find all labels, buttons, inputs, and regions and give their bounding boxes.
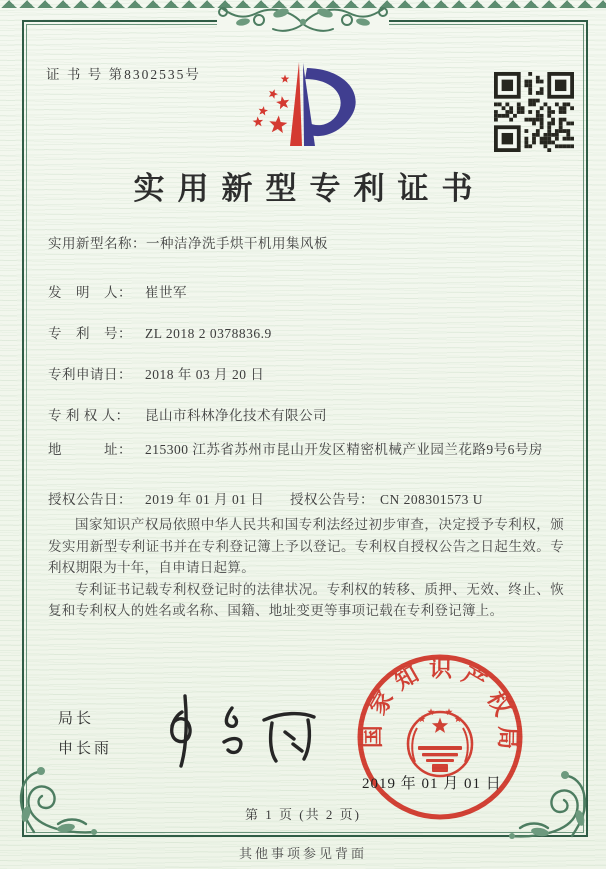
grant-number-label: 授权公告号： <box>290 492 374 507</box>
legal-text-block <box>48 514 564 622</box>
field-value: ZL 2018 2 0378836.9 <box>145 326 272 341</box>
certificate-number: 证 书 号 第8302535号 <box>46 67 201 82</box>
field-label: 专 利 权 人： <box>48 408 130 423</box>
seal-date: 2019 年 01 月 01 日 <box>362 776 502 792</box>
field-row-inventor <box>48 283 564 303</box>
field-value: 2018 年 03 月 20 日 <box>145 367 265 382</box>
field-value: 昆山市科林净化技术有限公司 <box>145 408 327 423</box>
cnipa-logo-icon <box>233 56 373 151</box>
page-number: 第 1 页 (共 2 页) <box>245 807 361 822</box>
qr-code-icon <box>494 72 574 152</box>
field-label: 发 明 人： <box>48 285 132 300</box>
field-label: 授权公告日： <box>48 492 132 507</box>
field-row-patentee <box>48 406 564 426</box>
field-row-filing-date <box>48 365 564 385</box>
grant-number-value: CN 208301573 U <box>380 492 484 507</box>
field-label: 地 址： <box>48 442 132 457</box>
field-label: 专 利 号： <box>48 326 132 341</box>
field-value: 一种洁净洗手烘干机用集风板 <box>146 236 328 251</box>
officer-title: 局长 <box>58 711 95 727</box>
legal-paragraph-1: 国家知识产权局依照中华人民共和国专利法经过初步审查，决定授予专利权，颁发实用新型专利证书并在专利登记簿上予以登记。专利权自授权公告之日起生效。专利权期限为十年，自申请日起算。 <box>48 517 564 575</box>
field-row-address <box>48 440 564 460</box>
field-row-utility-model-name <box>48 234 564 254</box>
top-flourish-ornament-icon <box>203 0 403 46</box>
field-row-grant-date-and-number <box>48 490 564 510</box>
field-value: 215300 江苏省苏州市昆山开发区精密机械产业园兰花路9号6号房 <box>145 442 543 457</box>
legal-paragraph-2: 专利证书记载专利权登记时的法律状况。专利权的转移、质押、无效、终止、恢复和专利权人的姓名或名称、国籍、地址变更等事项记载在专利登记簿上。 <box>48 581 564 618</box>
field-label: 专利申请日： <box>48 367 132 382</box>
field-value: 2019 年 01 月 01 日 <box>145 492 265 507</box>
officer-block <box>58 704 112 764</box>
field-label: 实用新型名称： <box>48 236 146 251</box>
officer-name: 申长雨 <box>58 741 113 757</box>
field-value: 崔世军 <box>145 285 187 300</box>
seal-text: 国家知识产权局 <box>359 656 521 750</box>
field-row-patent-number <box>48 324 564 344</box>
officer-signature-icon <box>148 690 320 770</box>
back-side-note: 其他事项参见背面 <box>238 846 367 861</box>
cnipa-seal-icon <box>353 650 527 824</box>
svg-text:国家知识产权局 <box>360 657 520 750</box>
certificate-title: 实用新型专利证书 <box>133 171 486 206</box>
seal-emblem <box>408 708 472 776</box>
